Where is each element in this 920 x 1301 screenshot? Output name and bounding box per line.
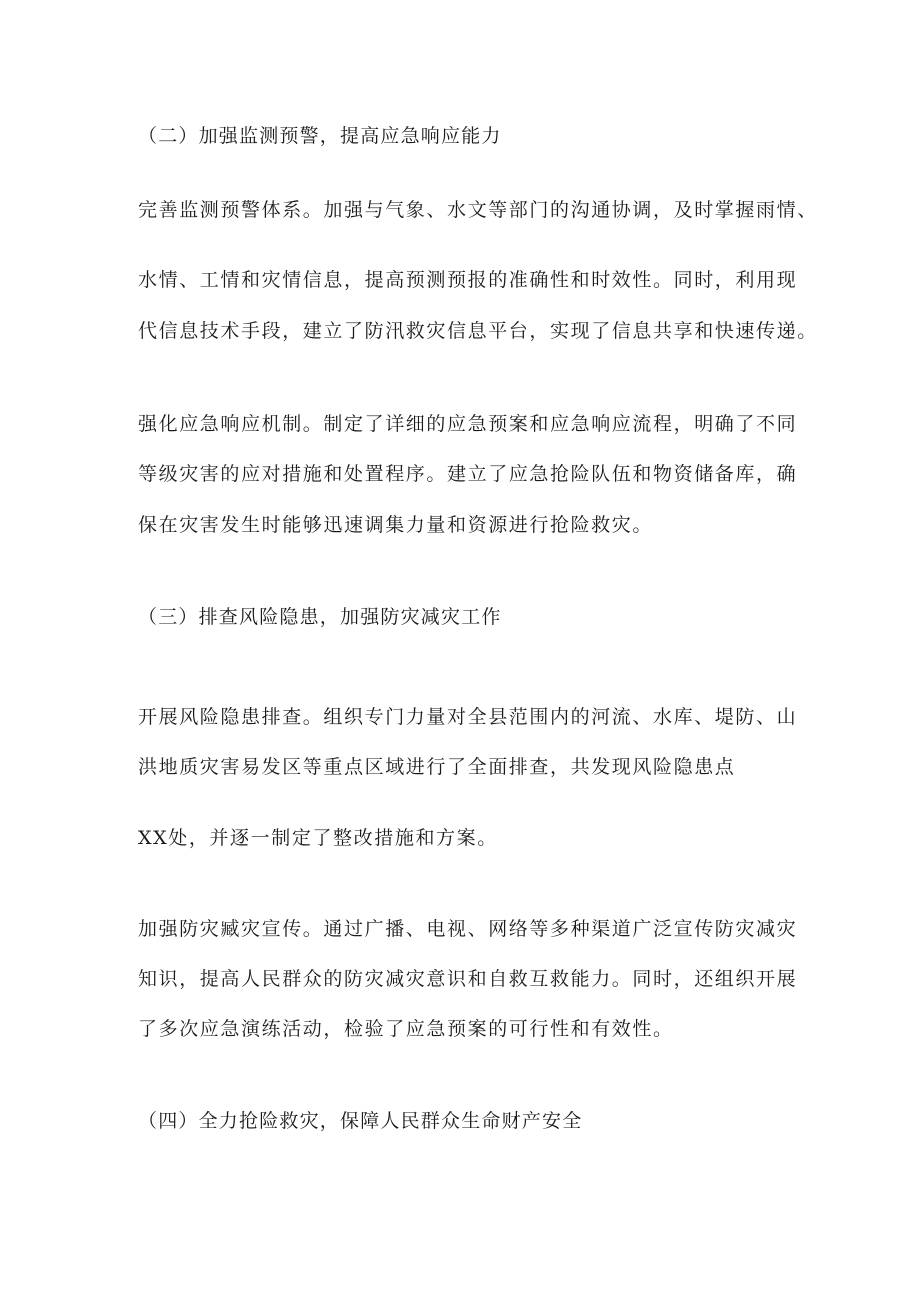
- section-3-para-1-line-1: 开展风险隐患排查。组织专门力量对全县范围内的河流、水库、堤防、山: [138, 706, 798, 728]
- section-2-para-1-line-2: 水情、工情和灾情信息，提高预测预报的准确性和时效性。同时，利用现: [138, 269, 798, 291]
- section-3-heading: （三）排查风险隐患，加强防灾减灾工作: [138, 606, 502, 628]
- section-2-para-1-line-3: 代信息技术手段，建立了防汛救灾信息平台，实现了信息共享和快速传递。: [138, 320, 818, 342]
- section-3-para-2-line-1: 加强防灾臧灾宣传。通过广播、电视、网络等多种渠道广泛宣传防灾减灾: [138, 918, 798, 940]
- section-3-para-2-line-2: 知识，提高人民群众的防灾减灾意识和自救互救能力。同时，还组织开展: [138, 968, 798, 990]
- section-3-para-1-line-2: 洪地质灾害易发区等重点区域进行了全面排查，共发现风险隐患点: [138, 756, 736, 778]
- section-2-para-2-line-3: 保在灾害发生时能够迅速调集力量和资源进行抢险救灾。: [138, 514, 654, 536]
- section-3-para-2-line-3: 了多次应急演练活动，检验了应急预案的可行性和有效性。: [138, 1018, 674, 1040]
- section-3-para-1-line-3: XX处，并逐一制定了整改措施和方案。: [138, 827, 498, 849]
- section-2-para-2-line-1: 强化应急响应机制。制定了详细的应急预案和应急响应流程，明确了不同: [138, 413, 798, 435]
- section-2-heading: （二）加强监测预警，提高应急响应能力: [138, 125, 502, 147]
- section-2-para-1-line-1: 完善监测预警体系。加强与气象、水文等部门的沟通协调，及时掌握雨情、: [138, 199, 818, 221]
- section-4-heading: （四）全力抢险救灾，保障人民群众生命财产安全: [138, 1110, 583, 1132]
- section-2-para-2-line-2: 等级灾害的应对措施和处置程序。建立了应急抢险队伍和物资储备库，确: [138, 463, 798, 485]
